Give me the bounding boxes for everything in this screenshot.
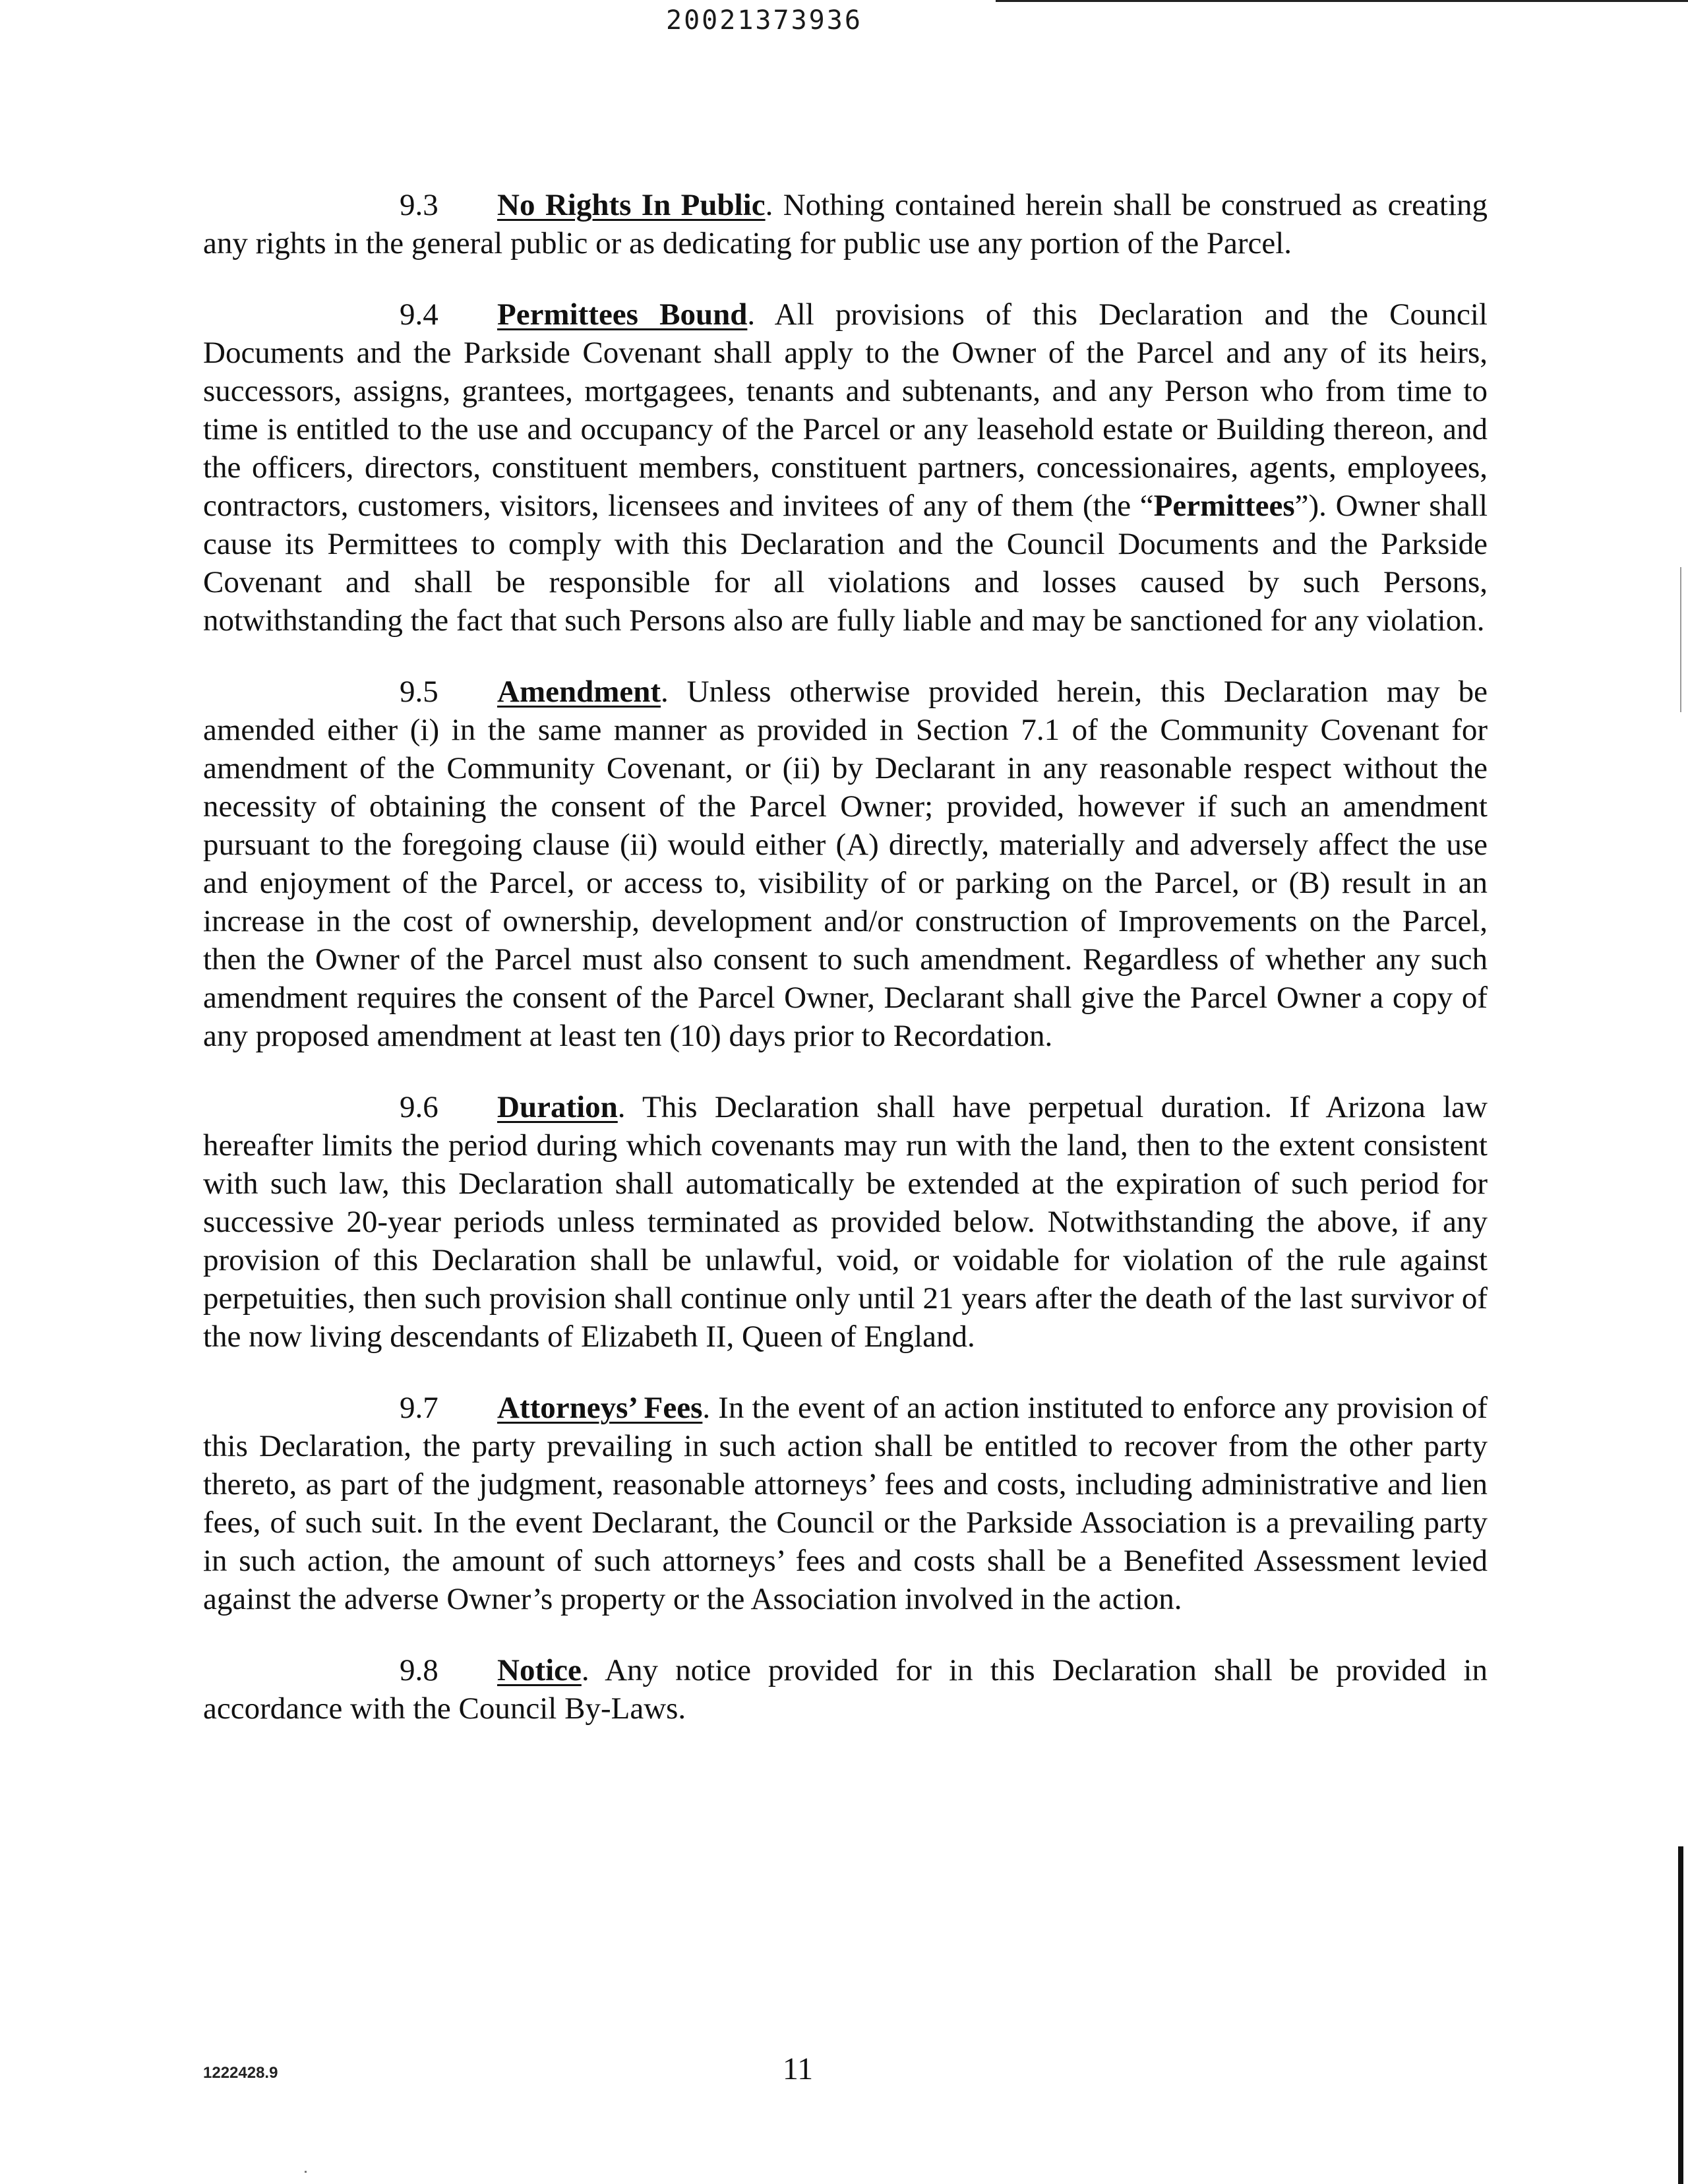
section-number: 9.8 xyxy=(400,1653,438,1687)
section-text: . This Declaration shall have perpetual duration. If Arizona law hereafter limits the period during which covenants may run with the land, then to the extent consistent with such law, this Declaration shall automatically be extended at the expiration of such period for successive 20-year periods unless terminated as provided below. Notwithstanding the above, if any provision of this Declaration shall be unlawful, void, or voidable for violation of the rule against perpetuities, then such provision shall continue only until 21 years after the death of the last survivor of the now living descendants of Elizabeth II, Queen of England. xyxy=(203,1090,1488,1354)
page-number: 11 xyxy=(782,2051,814,2086)
document-code: 1222428.9 xyxy=(203,2064,278,2082)
section-9-8 xyxy=(203,1651,1488,1728)
section-number: 9.5 xyxy=(400,675,438,709)
section-title: Amendment xyxy=(497,675,661,709)
section-number: 9.4 xyxy=(400,297,438,332)
section-title: No Rights In Public xyxy=(497,188,766,222)
section-text-continued: ”). Owner shall cause its Permittees to comply with this Declaration and the Council Documents and the Parkside Covenant and shall be responsible for all violations and losses caused by such Persons, notwithstanding the fact that such Persons also are fully liable and may be sanctioned for any violation. xyxy=(203,489,1488,638)
scan-edge-border xyxy=(1678,1846,1683,2184)
scan-edge-mark xyxy=(1680,567,1681,712)
section-number: 9.7 xyxy=(400,1391,438,1425)
section-9-6 xyxy=(203,1088,1488,1356)
section-9-7 xyxy=(203,1389,1488,1618)
section-9-5 xyxy=(203,673,1488,1055)
section-text: . Nothing contained herein shall be construed as creating any rights in the general public or as dedicating for public use any portion of the Parcel. xyxy=(203,188,1488,260)
section-text: . Any notice provided for in this Declaration shall be provided in accordance with the Council By-Laws. xyxy=(203,1653,1488,1726)
section-text: . Unless otherwise provided herein, this Declaration may be amended either (i) in the same manner as provided in Section 7.1 of the Community Covenant for amendment of the Community Covenant, or (ii) by Declarant in any reasonable respect without the necessity of obtaining the consent of the Parcel Owner; provided, however if such an amendment pursuant to the foregoing clause (ii) would either (A) directly, materially and adversely affect the use and enjoyment of the Parcel, or access to, visibility of or parking on the Parcel, or (B) result in an increase in the cost of ownership, development and/or construction of Improvements on the Parcel, then the Owner of the Parcel must also consent to such amendment. Regardless of whether any such amendment requires the consent of the Parcel Owner, Declarant shall give the Parcel Owner a copy of any proposed amendment at least ten (10) days prior to Recordation. xyxy=(203,675,1488,1053)
section-9-4 xyxy=(203,295,1488,640)
document-body xyxy=(203,186,1488,1761)
section-number: 9.3 xyxy=(400,188,438,222)
top-edge-rule xyxy=(996,0,1688,2)
section-number: 9.6 xyxy=(400,1090,438,1124)
scan-speck xyxy=(305,2171,307,2173)
section-title: Notice xyxy=(497,1653,582,1687)
defined-term: Permittees xyxy=(1153,489,1295,523)
section-9-3 xyxy=(203,186,1488,262)
section-title: Attorneys’ Fees xyxy=(497,1391,703,1425)
section-text: . In the event of an action instituted to enforce any provision of this Declaration, the party prevailing in such action shall be entitled to recover from the other party thereto, as part of the judgment, reasonable attorneys’ fees and costs, including administrative and lien fees, of such suit. In the event Declarant, the Council or the Parkside Association is a prevailing party in such action, the amount of such attorneys’ fees and costs shall be a Benefited Assessment levied against the adverse Owner’s property or the Association involved in the action. xyxy=(203,1391,1488,1616)
recording-number: 20021373936 xyxy=(666,5,862,36)
section-text: . All provisions of this Declaration and the Council Documents and the Parkside Covenant shall apply to the Owner of the Parcel and any of its heirs, successors, assigns, grantees, mortgagees, tenants and subtenants, and any Person who from time to time is entitled to the use and occupancy of the Parcel or any leasehold estate or Building thereon, and the officers, directors, constituent members, constituent partners, concessionaires, agents, employees, contractors, customers, visitors, licensees and invitees of any of them (the “ xyxy=(203,297,1488,523)
section-title: Permittees Bound xyxy=(497,297,748,332)
section-title: Duration xyxy=(497,1090,618,1124)
